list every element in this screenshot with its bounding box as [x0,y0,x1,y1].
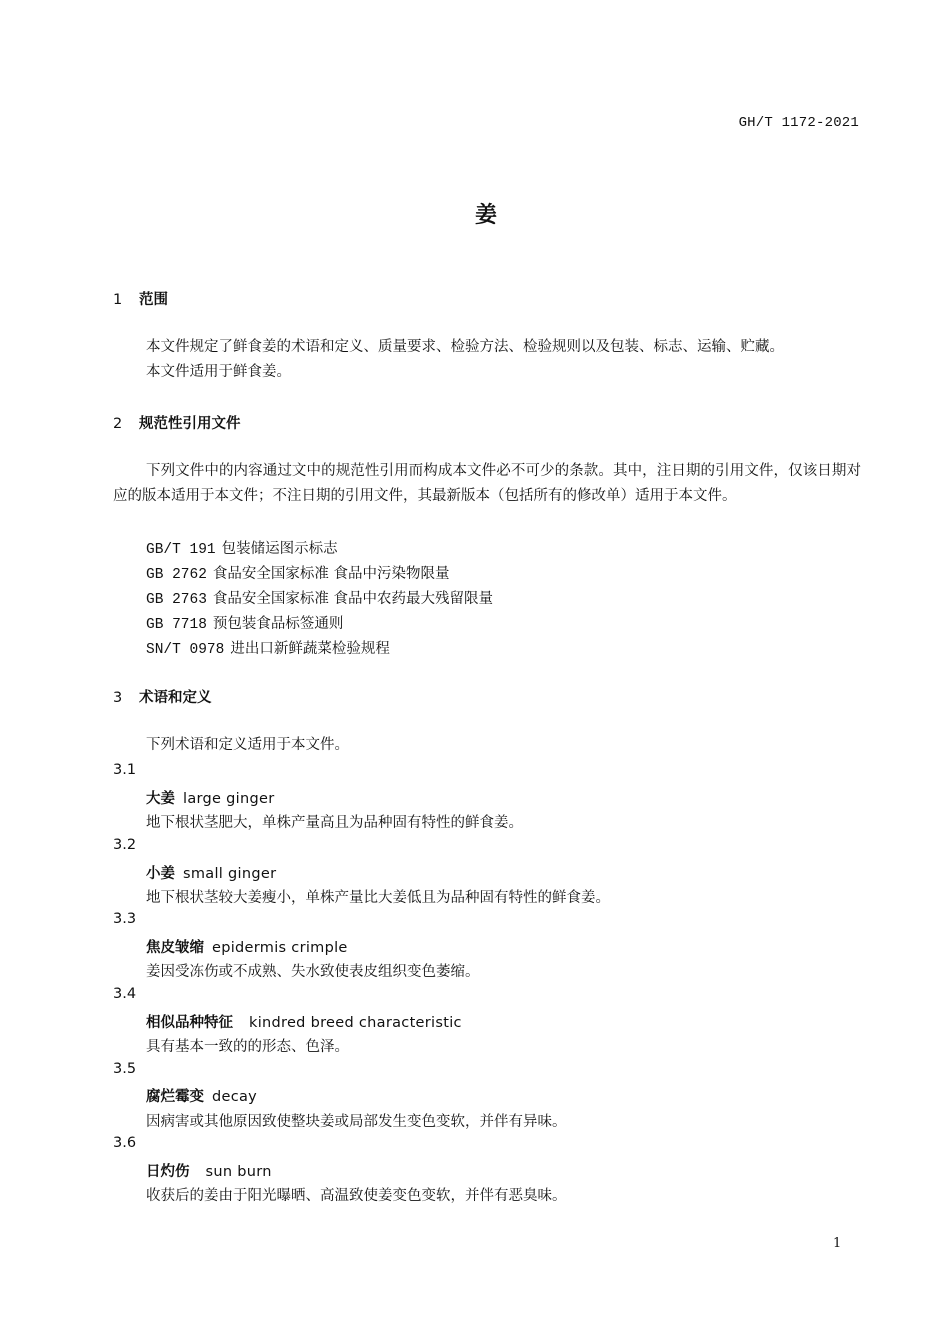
section-title: 范围 [139,292,168,308]
term-chinese: 相似品种特征 [146,1015,233,1031]
term-definition: 地下根状茎较大姜瘦小，单株产量比大姜低且为品种固有特性的鲜食姜。 [146,890,610,906]
paragraph: 下列文件中的内容通过文中的规范性引用而构成本文件必不可少的条款。其中，注日期的引用文件，仅该日期对应的版本适用于本文件；不注日期的引用文件，其最新版本（包括所有的修改单）适用于本文件。 [113,463,861,504]
term-entry [146,1160,272,1181]
term-entry [146,1011,462,1032]
reference-code: SN/T 0978 [146,642,225,658]
term-english: sun burn [205,1164,272,1180]
term-definition: 姜因受冻伤或不成熟、失水致使表皮组织变色萎缩。 [146,964,480,980]
paragraph: 本文件适用于鲜食姜。 [146,364,291,380]
term-chinese: 小姜 [146,866,175,882]
document-code: GH/T 1172-2021 [738,115,859,131]
reference-name: 进出口新鲜蔬菜检验规程 [230,641,390,657]
reference-item [146,637,390,658]
reference-name: 包装储运图示标志 [221,541,338,557]
reference-name: 食品安全国家标准 食品中污染物限量 [212,566,450,582]
reference-item [146,587,493,608]
section-title: 术语和定义 [139,690,212,706]
section-number: 1 [113,292,123,308]
page-number: 1 [833,1236,842,1251]
paragraph: 下列术语和定义适用于本文件。 [146,737,349,753]
term-definition: 具有基本一致的的形态、色泽。 [146,1039,349,1055]
term-number: 3.4 [113,986,137,1002]
term-english: decay [212,1089,258,1105]
section-number: 3 [113,690,123,706]
term-number: 3.1 [113,762,137,778]
reference-item [146,562,450,583]
term-english: epidermis crimple [212,940,348,956]
section-heading-terms [113,686,212,707]
section-number: 2 [113,416,123,432]
section-title: 规范性引用文件 [139,416,241,432]
reference-code: GB/T 191 [146,542,216,558]
reference-name: 预包装食品标签通则 [212,616,344,632]
term-chinese: 大姜 [146,791,175,807]
term-number: 3.6 [113,1135,137,1151]
term-english: kindred breed characteristic [249,1015,462,1031]
page-title: 姜 [474,203,497,228]
reference-item [146,537,338,558]
reference-code: GB 2762 [146,567,207,583]
term-chinese: 腐烂霉变 [146,1089,204,1105]
term-chinese: 日灼伤 [146,1164,190,1180]
reference-code: GB 2763 [146,592,207,608]
term-entry [146,787,274,808]
term-english: large ginger [183,791,275,807]
term-number: 3.5 [113,1061,137,1077]
term-entry [146,862,276,883]
term-number: 3.3 [113,911,137,927]
term-definition: 收获后的姜由于阳光曝晒、高温致使姜变色变软，并伴有恶臭味。 [146,1188,567,1204]
reference-name: 食品安全国家标准 食品中农药最大残留限量 [212,591,494,607]
reference-code: GB 7718 [146,617,207,633]
paragraph: 本文件规定了鲜食姜的术语和定义、质量要求、检验方法、检验规则以及包装、标志、运输、贮藏。 [146,339,784,355]
term-english: small ginger [183,866,277,882]
term-definition: 因病害或其他原因致使整块姜或局部发生变色变软，并伴有异味。 [146,1114,567,1130]
term-chinese: 焦皮皱缩 [146,940,204,956]
section-heading-scope [113,288,168,309]
reference-item [146,612,343,633]
term-entry [146,1085,257,1106]
term-definition: 地下根状茎肥大，单株产量高且为品种固有特性的鲜食姜。 [146,815,523,831]
term-entry [146,936,348,957]
section-heading-normative-references [113,412,241,433]
term-number: 3.2 [113,837,137,853]
